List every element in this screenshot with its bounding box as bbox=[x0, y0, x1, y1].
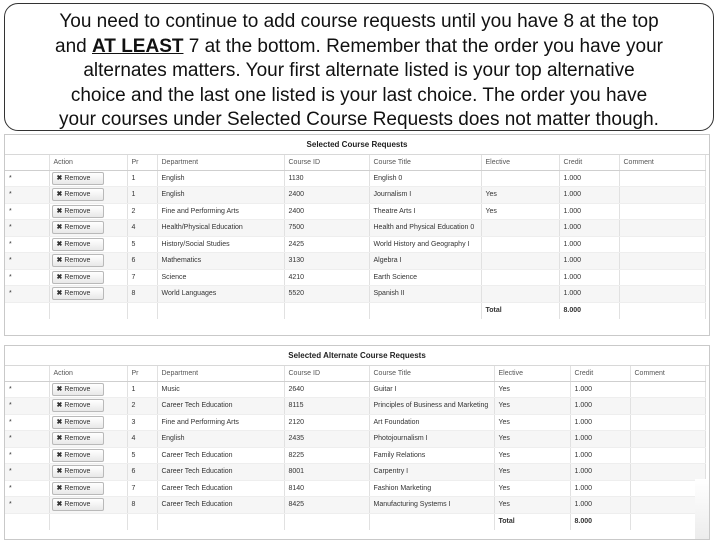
remove-button[interactable] bbox=[52, 271, 104, 284]
column-header: Course Title bbox=[369, 155, 481, 170]
column-header: Course Title bbox=[369, 366, 494, 381]
comment-cell bbox=[630, 431, 705, 448]
course-id-cell: 2425 bbox=[284, 236, 369, 253]
course-id-cell: 8225 bbox=[284, 447, 369, 464]
instruction-line: You need to continue to add course requests until you have 8 at the top bbox=[59, 11, 659, 32]
column-header: Action bbox=[49, 366, 127, 381]
total-row bbox=[5, 513, 705, 530]
close-icon: ✖ bbox=[56, 240, 63, 248]
course-title-cell: Earth Science bbox=[369, 269, 481, 286]
alternate-course-requests-panel bbox=[4, 345, 710, 540]
column-header: Credit bbox=[559, 155, 619, 170]
row-marker: * bbox=[5, 414, 49, 431]
table-row bbox=[5, 187, 705, 204]
remove-button[interactable] bbox=[52, 238, 104, 251]
credit-cell: 1.000 bbox=[559, 187, 619, 204]
row-marker: * bbox=[5, 431, 49, 448]
close-icon: ✖ bbox=[56, 174, 63, 182]
department-cell: Career Tech Education bbox=[157, 497, 284, 514]
priority-cell: 4 bbox=[127, 220, 157, 237]
elective-cell bbox=[481, 269, 559, 286]
table-row bbox=[5, 497, 705, 514]
empty-cell bbox=[369, 513, 494, 530]
table-row bbox=[5, 480, 705, 497]
row-marker: * bbox=[5, 203, 49, 220]
close-icon: ✖ bbox=[56, 435, 63, 443]
remove-button[interactable] bbox=[52, 188, 104, 201]
close-icon: ✖ bbox=[56, 418, 63, 426]
instruction-line: choice and the last one listed is your last choice. The order you have bbox=[70, 84, 648, 106]
panel-title: Selected Course Requests bbox=[5, 135, 709, 155]
remove-label: Remove bbox=[64, 240, 91, 248]
action-cell bbox=[49, 220, 127, 237]
remove-button[interactable] bbox=[52, 205, 104, 218]
instruction-line: your courses under Selected Course Requests does not matter though. bbox=[59, 109, 659, 130]
remove-button[interactable] bbox=[52, 498, 104, 511]
course-id-cell: 8001 bbox=[284, 464, 369, 481]
department-cell: World Languages bbox=[157, 286, 284, 303]
action-cell bbox=[49, 253, 127, 270]
column-header: Department bbox=[157, 366, 284, 381]
close-icon: ✖ bbox=[56, 402, 63, 410]
row-marker: * bbox=[5, 381, 49, 398]
elective-cell: Yes bbox=[481, 203, 559, 220]
comment-cell bbox=[630, 497, 705, 514]
priority-cell: 6 bbox=[127, 253, 157, 270]
row-marker: * bbox=[5, 253, 49, 270]
instruction-emphasis: AT LEAST bbox=[92, 35, 184, 57]
course-id-cell: 2400 bbox=[284, 187, 369, 204]
priority-cell: 1 bbox=[127, 381, 157, 398]
comment-cell bbox=[619, 187, 705, 204]
column-header: Comment bbox=[630, 366, 705, 381]
course-title-cell: Health and Physical Education 0 bbox=[369, 220, 481, 237]
course-id-cell: 2120 bbox=[284, 414, 369, 431]
table-row bbox=[5, 414, 705, 431]
column-header bbox=[5, 366, 49, 381]
elective-cell bbox=[481, 220, 559, 237]
action-cell bbox=[49, 236, 127, 253]
remove-button[interactable] bbox=[52, 254, 104, 267]
remove-label: Remove bbox=[64, 273, 91, 281]
comment-cell bbox=[619, 170, 705, 187]
empty-cell bbox=[157, 302, 284, 319]
instruction-line bbox=[5, 35, 713, 60]
credit-cell: 1.000 bbox=[559, 203, 619, 220]
table-header-row bbox=[5, 366, 705, 381]
column-header: Elective bbox=[481, 155, 559, 170]
credit-cell: 1.000 bbox=[570, 414, 630, 431]
action-cell bbox=[49, 203, 127, 220]
close-icon: ✖ bbox=[56, 224, 63, 232]
credit-cell: 1.000 bbox=[559, 286, 619, 303]
elective-cell bbox=[481, 286, 559, 303]
priority-cell: 5 bbox=[127, 447, 157, 464]
credit-cell: 1.000 bbox=[570, 464, 630, 481]
priority-cell: 8 bbox=[127, 497, 157, 514]
comment-cell bbox=[619, 269, 705, 286]
table-row bbox=[5, 431, 705, 448]
department-cell: Career Tech Education bbox=[157, 464, 284, 481]
department-cell: Career Tech Education bbox=[157, 447, 284, 464]
close-icon: ✖ bbox=[56, 273, 63, 281]
department-cell: Fine and Performing Arts bbox=[157, 203, 284, 220]
remove-button[interactable] bbox=[52, 449, 104, 462]
row-marker: * bbox=[5, 269, 49, 286]
elective-cell: Yes bbox=[494, 497, 570, 514]
row-marker: * bbox=[5, 464, 49, 481]
priority-cell: 1 bbox=[127, 170, 157, 187]
course-id-cell: 2435 bbox=[284, 431, 369, 448]
elective-cell: Yes bbox=[494, 414, 570, 431]
elective-cell: Yes bbox=[481, 187, 559, 204]
course-title-cell: English 0 bbox=[369, 170, 481, 187]
remove-label: Remove bbox=[64, 191, 91, 199]
course-title-cell: Family Relations bbox=[369, 447, 494, 464]
remove-label: Remove bbox=[64, 385, 91, 393]
column-header: Pr bbox=[127, 366, 157, 381]
empty-cell bbox=[127, 302, 157, 319]
action-cell bbox=[49, 381, 127, 398]
credit-cell: 1.000 bbox=[570, 447, 630, 464]
department-cell: Fine and Performing Arts bbox=[157, 414, 284, 431]
credit-cell: 1.000 bbox=[559, 269, 619, 286]
alternate-courses-table bbox=[5, 366, 706, 530]
column-header: Credit bbox=[570, 366, 630, 381]
department-cell: History/Social Studies bbox=[157, 236, 284, 253]
close-icon: ✖ bbox=[56, 207, 63, 215]
remove-label: Remove bbox=[64, 451, 91, 459]
column-header: Elective bbox=[494, 366, 570, 381]
row-marker: * bbox=[5, 286, 49, 303]
table-row bbox=[5, 447, 705, 464]
row-marker: * bbox=[5, 398, 49, 415]
course-id-cell: 1130 bbox=[284, 170, 369, 187]
elective-cell bbox=[481, 236, 559, 253]
remove-button[interactable] bbox=[52, 383, 104, 396]
total-label: Total bbox=[481, 302, 559, 319]
department-cell: Health/Physical Education bbox=[157, 220, 284, 237]
action-cell bbox=[49, 447, 127, 464]
remove-label: Remove bbox=[64, 402, 91, 410]
course-title-cell: Algebra I bbox=[369, 253, 481, 270]
course-id-cell: 2640 bbox=[284, 381, 369, 398]
total-value: 8.000 bbox=[559, 302, 619, 319]
course-title-cell: Manufacturing Systems I bbox=[369, 497, 494, 514]
course-title-cell: Fashion Marketing bbox=[369, 480, 494, 497]
course-title-cell: World History and Geography I bbox=[369, 236, 481, 253]
credit-cell: 1.000 bbox=[570, 398, 630, 415]
department-cell: English bbox=[157, 431, 284, 448]
course-id-cell: 4210 bbox=[284, 269, 369, 286]
elective-cell bbox=[481, 170, 559, 187]
column-header: Comment bbox=[619, 155, 705, 170]
course-title-cell: Guitar I bbox=[369, 381, 494, 398]
priority-cell: 1 bbox=[127, 187, 157, 204]
action-cell bbox=[49, 431, 127, 448]
course-id-cell: 5520 bbox=[284, 286, 369, 303]
total-value: 8.000 bbox=[570, 513, 630, 530]
course-title-cell: Art Foundation bbox=[369, 414, 494, 431]
comment-cell bbox=[619, 286, 705, 303]
comment-cell bbox=[619, 220, 705, 237]
comment-cell bbox=[619, 203, 705, 220]
column-header bbox=[5, 155, 49, 170]
department-cell: English bbox=[157, 187, 284, 204]
course-title-cell: Carpentry I bbox=[369, 464, 494, 481]
instruction-line: alternates matters. Your first alternate listed is your top alternative bbox=[83, 60, 635, 81]
credit-cell: 1.000 bbox=[559, 170, 619, 187]
table-row bbox=[5, 464, 705, 481]
remove-button[interactable] bbox=[52, 432, 104, 445]
course-id-cell: 7500 bbox=[284, 220, 369, 237]
remove-label: Remove bbox=[64, 207, 91, 215]
empty-cell bbox=[5, 513, 49, 530]
priority-cell: 7 bbox=[127, 480, 157, 497]
course-id-cell: 8425 bbox=[284, 497, 369, 514]
credit-cell: 1.000 bbox=[570, 431, 630, 448]
course-title-cell: Journalism I bbox=[369, 187, 481, 204]
instruction-text: and bbox=[55, 35, 92, 57]
close-icon: ✖ bbox=[56, 290, 63, 298]
selected-courses-table bbox=[5, 155, 706, 319]
priority-cell: 4 bbox=[127, 431, 157, 448]
empty-cell bbox=[49, 513, 127, 530]
priority-cell: 3 bbox=[127, 414, 157, 431]
comment-cell bbox=[630, 447, 705, 464]
credit-cell: 1.000 bbox=[559, 253, 619, 270]
table-header-row bbox=[5, 155, 705, 170]
table-row bbox=[5, 170, 705, 187]
row-marker: * bbox=[5, 497, 49, 514]
course-id-cell: 8115 bbox=[284, 398, 369, 415]
remove-button[interactable] bbox=[52, 399, 104, 412]
empty-cell bbox=[49, 302, 127, 319]
row-marker: * bbox=[5, 220, 49, 237]
table-row bbox=[5, 236, 705, 253]
comment-cell bbox=[630, 381, 705, 398]
table-row bbox=[5, 381, 705, 398]
credit-cell: 1.000 bbox=[570, 497, 630, 514]
elective-cell: Yes bbox=[494, 431, 570, 448]
remove-label: Remove bbox=[64, 290, 91, 298]
action-cell bbox=[49, 269, 127, 286]
comment-cell bbox=[630, 464, 705, 481]
department-cell: Mathematics bbox=[157, 253, 284, 270]
table-row bbox=[5, 253, 705, 270]
selected-course-requests-panel bbox=[4, 134, 710, 336]
comment-cell bbox=[630, 480, 705, 497]
priority-cell: 2 bbox=[127, 398, 157, 415]
priority-cell: 8 bbox=[127, 286, 157, 303]
course-title-cell: Theatre Arts I bbox=[369, 203, 481, 220]
empty-cell bbox=[369, 302, 481, 319]
course-id-cell: 3130 bbox=[284, 253, 369, 270]
remove-label: Remove bbox=[64, 484, 91, 492]
priority-cell: 6 bbox=[127, 464, 157, 481]
close-icon: ✖ bbox=[56, 484, 63, 492]
instruction-text: 7 at the bottom. Remember that the order you have your bbox=[183, 35, 663, 57]
remove-button[interactable] bbox=[52, 482, 104, 495]
remove-label: Remove bbox=[64, 257, 91, 265]
close-icon: ✖ bbox=[56, 257, 63, 265]
row-marker: * bbox=[5, 480, 49, 497]
credit-cell: 1.000 bbox=[570, 480, 630, 497]
action-cell bbox=[49, 480, 127, 497]
priority-cell: 5 bbox=[127, 236, 157, 253]
table-row bbox=[5, 203, 705, 220]
close-icon: ✖ bbox=[56, 468, 63, 476]
table-row bbox=[5, 286, 705, 303]
empty-cell bbox=[284, 302, 369, 319]
credit-cell: 1.000 bbox=[559, 220, 619, 237]
course-title-cell: Photojournalism I bbox=[369, 431, 494, 448]
action-cell bbox=[49, 464, 127, 481]
remove-button[interactable] bbox=[52, 172, 104, 185]
priority-cell: 2 bbox=[127, 203, 157, 220]
close-icon: ✖ bbox=[56, 451, 63, 459]
remove-label: Remove bbox=[64, 435, 91, 443]
column-header: Pr bbox=[127, 155, 157, 170]
credit-cell: 1.000 bbox=[559, 236, 619, 253]
empty-cell bbox=[127, 513, 157, 530]
comment-cell bbox=[630, 398, 705, 415]
remove-button[interactable] bbox=[52, 416, 104, 429]
elective-cell bbox=[481, 253, 559, 270]
table-row bbox=[5, 269, 705, 286]
row-marker: * bbox=[5, 170, 49, 187]
department-cell: Career Tech Education bbox=[157, 398, 284, 415]
action-cell bbox=[49, 286, 127, 303]
row-marker: * bbox=[5, 236, 49, 253]
column-header: Department bbox=[157, 155, 284, 170]
priority-cell: 7 bbox=[127, 269, 157, 286]
close-icon: ✖ bbox=[56, 501, 63, 509]
comment-cell bbox=[619, 253, 705, 270]
action-cell bbox=[49, 414, 127, 431]
department-cell: Music bbox=[157, 381, 284, 398]
remove-label: Remove bbox=[64, 418, 91, 426]
empty-cell bbox=[619, 302, 705, 319]
course-title-cell: Principles of Business and Marketing bbox=[369, 398, 494, 415]
action-cell bbox=[49, 187, 127, 204]
remove-label: Remove bbox=[64, 174, 91, 182]
close-icon: ✖ bbox=[56, 385, 63, 393]
instructions-callout bbox=[4, 3, 714, 131]
comment-cell bbox=[630, 414, 705, 431]
table-row bbox=[5, 398, 705, 415]
elective-cell: Yes bbox=[494, 381, 570, 398]
action-cell bbox=[49, 398, 127, 415]
elective-cell: Yes bbox=[494, 480, 570, 497]
remove-button[interactable] bbox=[52, 287, 104, 300]
panel-title: Selected Alternate Course Requests bbox=[5, 346, 709, 366]
action-cell bbox=[49, 497, 127, 514]
column-header: Course ID bbox=[284, 155, 369, 170]
department-cell: Science bbox=[157, 269, 284, 286]
department-cell: Career Tech Education bbox=[157, 480, 284, 497]
table-row bbox=[5, 220, 705, 237]
course-id-cell: 2400 bbox=[284, 203, 369, 220]
column-header: Action bbox=[49, 155, 127, 170]
action-cell bbox=[49, 170, 127, 187]
credit-cell: 1.000 bbox=[570, 381, 630, 398]
remove-label: Remove bbox=[64, 468, 91, 476]
empty-cell bbox=[630, 513, 705, 530]
remove-label: Remove bbox=[64, 224, 91, 232]
elective-cell: Yes bbox=[494, 464, 570, 481]
elective-cell: Yes bbox=[494, 398, 570, 415]
row-marker: * bbox=[5, 447, 49, 464]
total-row bbox=[5, 302, 705, 319]
row-marker: * bbox=[5, 187, 49, 204]
total-label: Total bbox=[494, 513, 570, 530]
column-header: Course ID bbox=[284, 366, 369, 381]
empty-cell bbox=[284, 513, 369, 530]
course-id-cell: 8140 bbox=[284, 480, 369, 497]
remove-button[interactable] bbox=[52, 465, 104, 478]
empty-cell bbox=[5, 302, 49, 319]
close-icon: ✖ bbox=[56, 191, 63, 199]
elective-cell: Yes bbox=[494, 447, 570, 464]
remove-button[interactable] bbox=[52, 221, 104, 234]
course-title-cell: Spanish II bbox=[369, 286, 481, 303]
empty-cell bbox=[157, 513, 284, 530]
page-curl-decoration bbox=[695, 479, 709, 539]
comment-cell bbox=[619, 236, 705, 253]
remove-label: Remove bbox=[64, 501, 91, 509]
department-cell: English bbox=[157, 170, 284, 187]
